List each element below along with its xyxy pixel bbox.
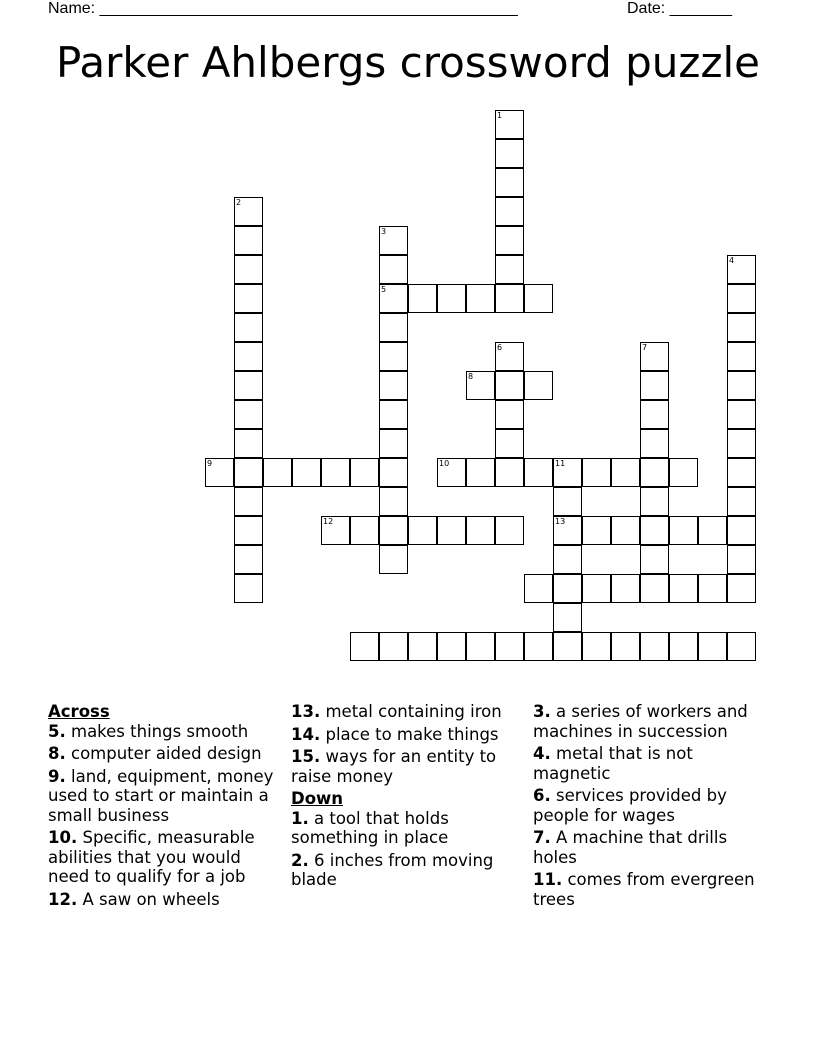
grid-cell[interactable]: [234, 516, 263, 545]
grid-cell[interactable]: [379, 487, 408, 516]
grid-cell[interactable]: [234, 545, 263, 574]
grid-cell[interactable]: [640, 516, 669, 545]
grid-cell[interactable]: [727, 458, 756, 487]
clue-text: comes from evergreen trees: [533, 870, 755, 909]
grid-cell[interactable]: [379, 516, 408, 545]
grid-cell[interactable]: [495, 226, 524, 255]
grid-cell[interactable]: [379, 342, 408, 371]
grid-cell[interactable]: [234, 197, 263, 226]
down-heading: Down: [291, 789, 344, 808]
grid-cell[interactable]: [234, 429, 263, 458]
grid-cell[interactable]: [698, 516, 727, 545]
grid-cell[interactable]: [466, 632, 495, 661]
grid-cell[interactable]: [495, 429, 524, 458]
grid-cell[interactable]: [379, 255, 408, 284]
clue-number-label: 14.: [291, 724, 321, 744]
grid-cell[interactable]: [524, 458, 553, 487]
grid-cell[interactable]: [379, 313, 408, 342]
clue-text: a tool that holds something in place: [291, 808, 449, 847]
grid-cell[interactable]: [553, 603, 582, 632]
grid-cell[interactable]: [727, 313, 756, 342]
grid-cell[interactable]: [495, 632, 524, 661]
grid-cell[interactable]: [350, 632, 379, 661]
clue-number-label: 2.: [291, 850, 309, 870]
clue-number-label: 10.: [48, 828, 78, 847]
grid-cell[interactable]: [263, 458, 292, 487]
clue-number-label: 5.: [48, 721, 66, 741]
clue-text: a series of workers and machines in succession: [533, 702, 748, 741]
across-clue-list: [48, 722, 280, 910]
clue-number-label: 6.: [533, 786, 551, 805]
clue-text: services provided by people for wages: [533, 786, 727, 825]
grid-cell[interactable]: [727, 545, 756, 574]
grid-cell[interactable]: [437, 632, 466, 661]
grid-cell[interactable]: [640, 574, 669, 603]
clue-number-label: 9.: [48, 766, 66, 786]
clue: [291, 809, 523, 848]
clue-text: place to make things: [325, 724, 499, 744]
grid-cell[interactable]: [727, 632, 756, 661]
grid-cell[interactable]: [495, 255, 524, 284]
grid-cell[interactable]: [379, 632, 408, 661]
grid-cell[interactable]: [640, 342, 669, 371]
down-clue-list: [291, 809, 523, 890]
clue-number: 1: [497, 111, 503, 120]
grid-cell[interactable]: [727, 371, 756, 400]
grid-cell[interactable]: [698, 574, 727, 603]
name-line: Name: _______________________________________________: [48, 0, 518, 17]
grid-cell[interactable]: [234, 371, 263, 400]
grid-cell[interactable]: [234, 574, 263, 603]
grid-cell[interactable]: [408, 284, 437, 313]
clue-text: Specific, measurable abilities that you would need to qualify for a job: [48, 828, 255, 886]
grid-cell[interactable]: [234, 487, 263, 516]
grid-cell[interactable]: [495, 139, 524, 168]
grid-cell[interactable]: [727, 255, 756, 284]
grid-cell[interactable]: [582, 632, 611, 661]
clue-text: metal containing iron: [325, 702, 502, 721]
clue-number-label: 11.: [533, 870, 563, 889]
grid-cell[interactable]: [437, 284, 466, 313]
grid-cell[interactable]: [495, 168, 524, 197]
grid-cell[interactable]: [205, 458, 234, 487]
grid-cell[interactable]: [553, 458, 582, 487]
grid-cell[interactable]: [379, 458, 408, 487]
grid-cell[interactable]: [727, 400, 756, 429]
grid-cell[interactable]: [495, 110, 524, 139]
grid-cell[interactable]: [379, 226, 408, 255]
grid-cell[interactable]: [611, 516, 640, 545]
clue-text: computer aided design: [71, 744, 262, 763]
across-clue-list-continued: [291, 702, 523, 786]
grid-cell[interactable]: [669, 632, 698, 661]
clue: [533, 870, 765, 909]
grid-cell[interactable]: [495, 342, 524, 371]
date-line: Date: _______: [627, 0, 732, 17]
grid-cell[interactable]: [350, 516, 379, 545]
grid-cell[interactable]: [582, 458, 611, 487]
grid-cell[interactable]: [495, 400, 524, 429]
grid-cell[interactable]: [582, 574, 611, 603]
grid-cell[interactable]: [495, 516, 524, 545]
grid-cell[interactable]: [553, 516, 582, 545]
grid-cell[interactable]: [640, 400, 669, 429]
grid-cell[interactable]: [321, 458, 350, 487]
grid-cell[interactable]: [234, 313, 263, 342]
grid-cell[interactable]: [640, 545, 669, 574]
clue-number: 9: [207, 459, 213, 468]
clues-column-3: [533, 702, 765, 912]
clue: [533, 786, 765, 825]
grid-cell[interactable]: [495, 371, 524, 400]
clue-number-label: 1.: [291, 808, 309, 828]
grid-cell[interactable]: [466, 284, 495, 313]
clue: [533, 702, 765, 741]
clue: [291, 725, 523, 745]
grid-cell[interactable]: [553, 574, 582, 603]
clue-number: 2: [236, 198, 242, 207]
grid-cell[interactable]: [437, 458, 466, 487]
grid-cell[interactable]: [379, 284, 408, 313]
clue: [291, 851, 523, 890]
grid-cell[interactable]: [553, 545, 582, 574]
clue-text: 6 inches from moving blade: [291, 850, 494, 889]
clue-number-label: 3.: [533, 702, 551, 721]
grid-cell[interactable]: [669, 458, 698, 487]
grid-cell[interactable]: [234, 284, 263, 313]
grid-cell[interactable]: [669, 516, 698, 545]
grid-cell[interactable]: [727, 574, 756, 603]
grid-cell[interactable]: [727, 284, 756, 313]
clue-number: 11: [555, 459, 566, 468]
grid-cell[interactable]: [379, 371, 408, 400]
grid-cell[interactable]: [466, 371, 495, 400]
clues-column-1: [48, 702, 280, 912]
grid-cell[interactable]: [611, 574, 640, 603]
grid-cell[interactable]: [553, 632, 582, 661]
grid-cell[interactable]: [698, 632, 727, 661]
grid-cell[interactable]: [611, 632, 640, 661]
clue-text: ways for an entity to raise money: [291, 747, 497, 786]
grid-cell[interactable]: [640, 632, 669, 661]
clue-number-label: 13.: [291, 702, 321, 721]
clue-number: 4: [729, 256, 735, 265]
clue-number: 10: [439, 459, 450, 468]
grid-cell[interactable]: [379, 429, 408, 458]
clue-text: land, equipment, money used to start or maintain a small business: [48, 766, 274, 825]
clue-text: makes things smooth: [71, 721, 249, 741]
grid-cell[interactable]: [727, 342, 756, 371]
clue-number-label: 12.: [48, 889, 78, 909]
clue-text: metal that is not magnetic: [533, 744, 693, 783]
grid-cell[interactable]: [495, 458, 524, 487]
clue-number: 3: [381, 227, 387, 236]
grid-cell[interactable]: [524, 574, 553, 603]
clue-number: 6: [497, 343, 503, 352]
grid-cell[interactable]: [640, 458, 669, 487]
grid-cell[interactable]: [495, 197, 524, 226]
grid-cell[interactable]: [234, 226, 263, 255]
grid-cell[interactable]: [640, 371, 669, 400]
clue-number: 8: [468, 372, 474, 381]
grid-cell[interactable]: [582, 516, 611, 545]
clue-number: 5: [381, 285, 387, 294]
clue-number: 13: [555, 517, 566, 526]
clue-number-label: 15.: [291, 747, 321, 766]
clue: [533, 828, 765, 867]
grid-cell[interactable]: [321, 516, 350, 545]
grid-cell[interactable]: [727, 429, 756, 458]
across-heading: Across: [48, 702, 110, 721]
grid-cell[interactable]: [379, 545, 408, 574]
clue-number-label: 4.: [533, 744, 551, 763]
clue-text: A machine that drills holes: [533, 828, 728, 867]
grid-cell[interactable]: [466, 516, 495, 545]
grid-cell[interactable]: [292, 458, 321, 487]
clue: [48, 828, 280, 887]
clue-number: 7: [642, 343, 648, 352]
grid-cell[interactable]: [408, 632, 437, 661]
grid-cell[interactable]: [466, 458, 495, 487]
clue: [48, 890, 280, 910]
grid-cell[interactable]: [234, 400, 263, 429]
grid-cell[interactable]: [234, 458, 263, 487]
clue: [48, 744, 280, 764]
clue-number-label: 8.: [48, 744, 66, 763]
grid-cell[interactable]: [524, 632, 553, 661]
grid-cell[interactable]: [727, 516, 756, 545]
down-clue-list-continued: [533, 702, 765, 909]
clues-column-2: [291, 702, 523, 893]
grid-cell[interactable]: [408, 516, 437, 545]
grid-cell[interactable]: [640, 487, 669, 516]
clue-text: A saw on wheels: [82, 889, 220, 909]
page-title: Parker Ahlbergs crossword puzzle: [55, 38, 761, 87]
grid-cell[interactable]: [524, 284, 553, 313]
grid-cell[interactable]: [495, 284, 524, 313]
grid-cell[interactable]: [350, 458, 379, 487]
clue: [291, 747, 523, 786]
grid-cell[interactable]: [640, 429, 669, 458]
grid-cell[interactable]: [611, 458, 640, 487]
clue-number-label: 7.: [533, 828, 551, 847]
grid-cell[interactable]: [727, 487, 756, 516]
clue: [48, 767, 280, 826]
clue-number: 12: [323, 517, 334, 526]
grid-cell[interactable]: [379, 400, 408, 429]
clue: [291, 702, 523, 722]
grid-cell[interactable]: [553, 487, 582, 516]
clue: [533, 744, 765, 783]
grid-cell[interactable]: [234, 255, 263, 284]
grid-cell[interactable]: [669, 574, 698, 603]
grid-cell[interactable]: [524, 371, 553, 400]
grid-cell[interactable]: [437, 516, 466, 545]
grid-cell[interactable]: [234, 342, 263, 371]
clue: [48, 722, 280, 742]
